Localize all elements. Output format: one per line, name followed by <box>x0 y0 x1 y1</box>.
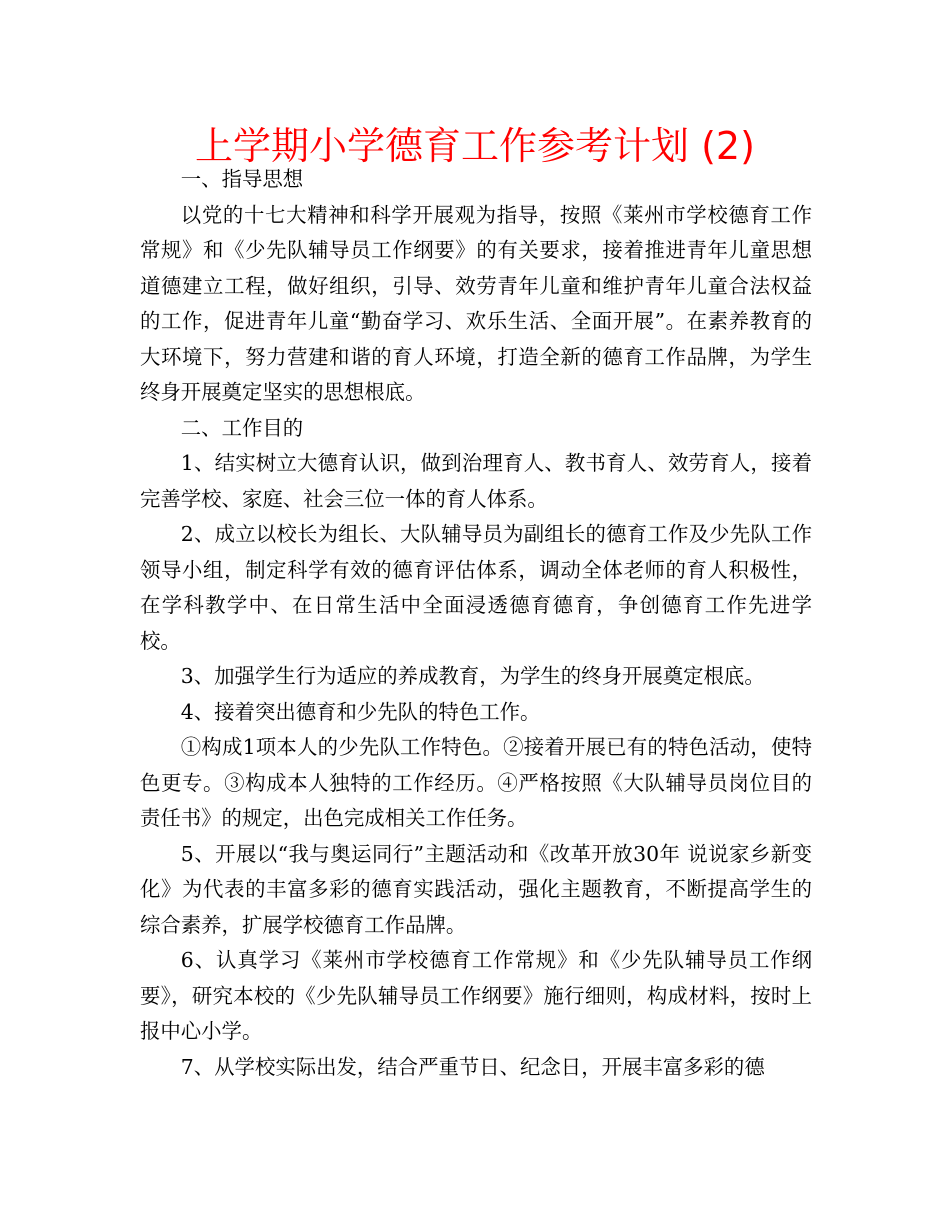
document-body <box>140 162 812 1085</box>
paragraph-guiding-ideology: 以党的十七大精神和科学开展观为指导，按照《莱州市学校德育工作常规》和《少先队辅导员工作纲要》的有关要求，接着推进青年儿童思想道德建立工程，做好组织，引导、效劳青年儿童和维护青年儿童合法权益的工作，促进青年儿童“勤奋学习、欢乐生活、全面开展”。在素养教育的大环境下，努力营建和谐的育人环境，打造全新的德育工作品牌，为学生终身开展奠定坚实的思想根底。 <box>140 202 812 404</box>
document-title: 上学期小学德育工作参考计划 (2) <box>195 124 755 168</box>
section-heading-guiding-ideology: 一、指导思想 <box>180 167 304 191</box>
goal-item-7: 7、从学校实际出发，结合严重节日、纪念日，开展丰富多彩的德 <box>180 1054 765 1079</box>
goal-item-5: 5、开展以“我与奥运同行”主题活动和《改革开放30年 说说家乡新变化》为代表的丰富多彩的德育实践活动，强化主题教育，不断提高学生的综合素养，扩展学校德育工作品牌。 <box>140 841 812 937</box>
goal-item-2: 2、成立以校长为组长、大队辅导员为副组长的德育工作及少先队工作领导小组，制定科学有效的德育评估体系，调动全体老师的育人积极性，在学科教学中、在日常生活中全面浸透德育德育，争创德育工作先进学校。 <box>140 522 812 653</box>
goal-item-1: 1、结实树立大德育认识，做到治理育人、教书育人、效劳育人，接着完善学校、家庭、社会三位一体的育人体系。 <box>140 451 812 511</box>
goal-item-6: 6、认真学习《莱州市学校德育工作常规》和《少先队辅导员工作纲要》，研究本校的《少先队辅导员工作纲要》施行细则，构成材料，按时上报中心小学。 <box>140 948 812 1043</box>
goal-item-4-details: ①构成1项本人的少先队工作特色。②接着开展已有的特色活动，使特色更专。③构成本人独特的工作经历。④严格按照《大队辅导员岗位目的责任书》的规定，出色完成相关工作任务。 <box>140 735 812 830</box>
section-heading-work-goals: 二、工作目的 <box>180 415 304 440</box>
goal-item-4: 4、接着突出德育和少先队的特色工作。 <box>180 699 541 724</box>
goal-item-3: 3、加强学生行为适应的养成教育，为学生的终身开展奠定根底。 <box>180 664 765 688</box>
